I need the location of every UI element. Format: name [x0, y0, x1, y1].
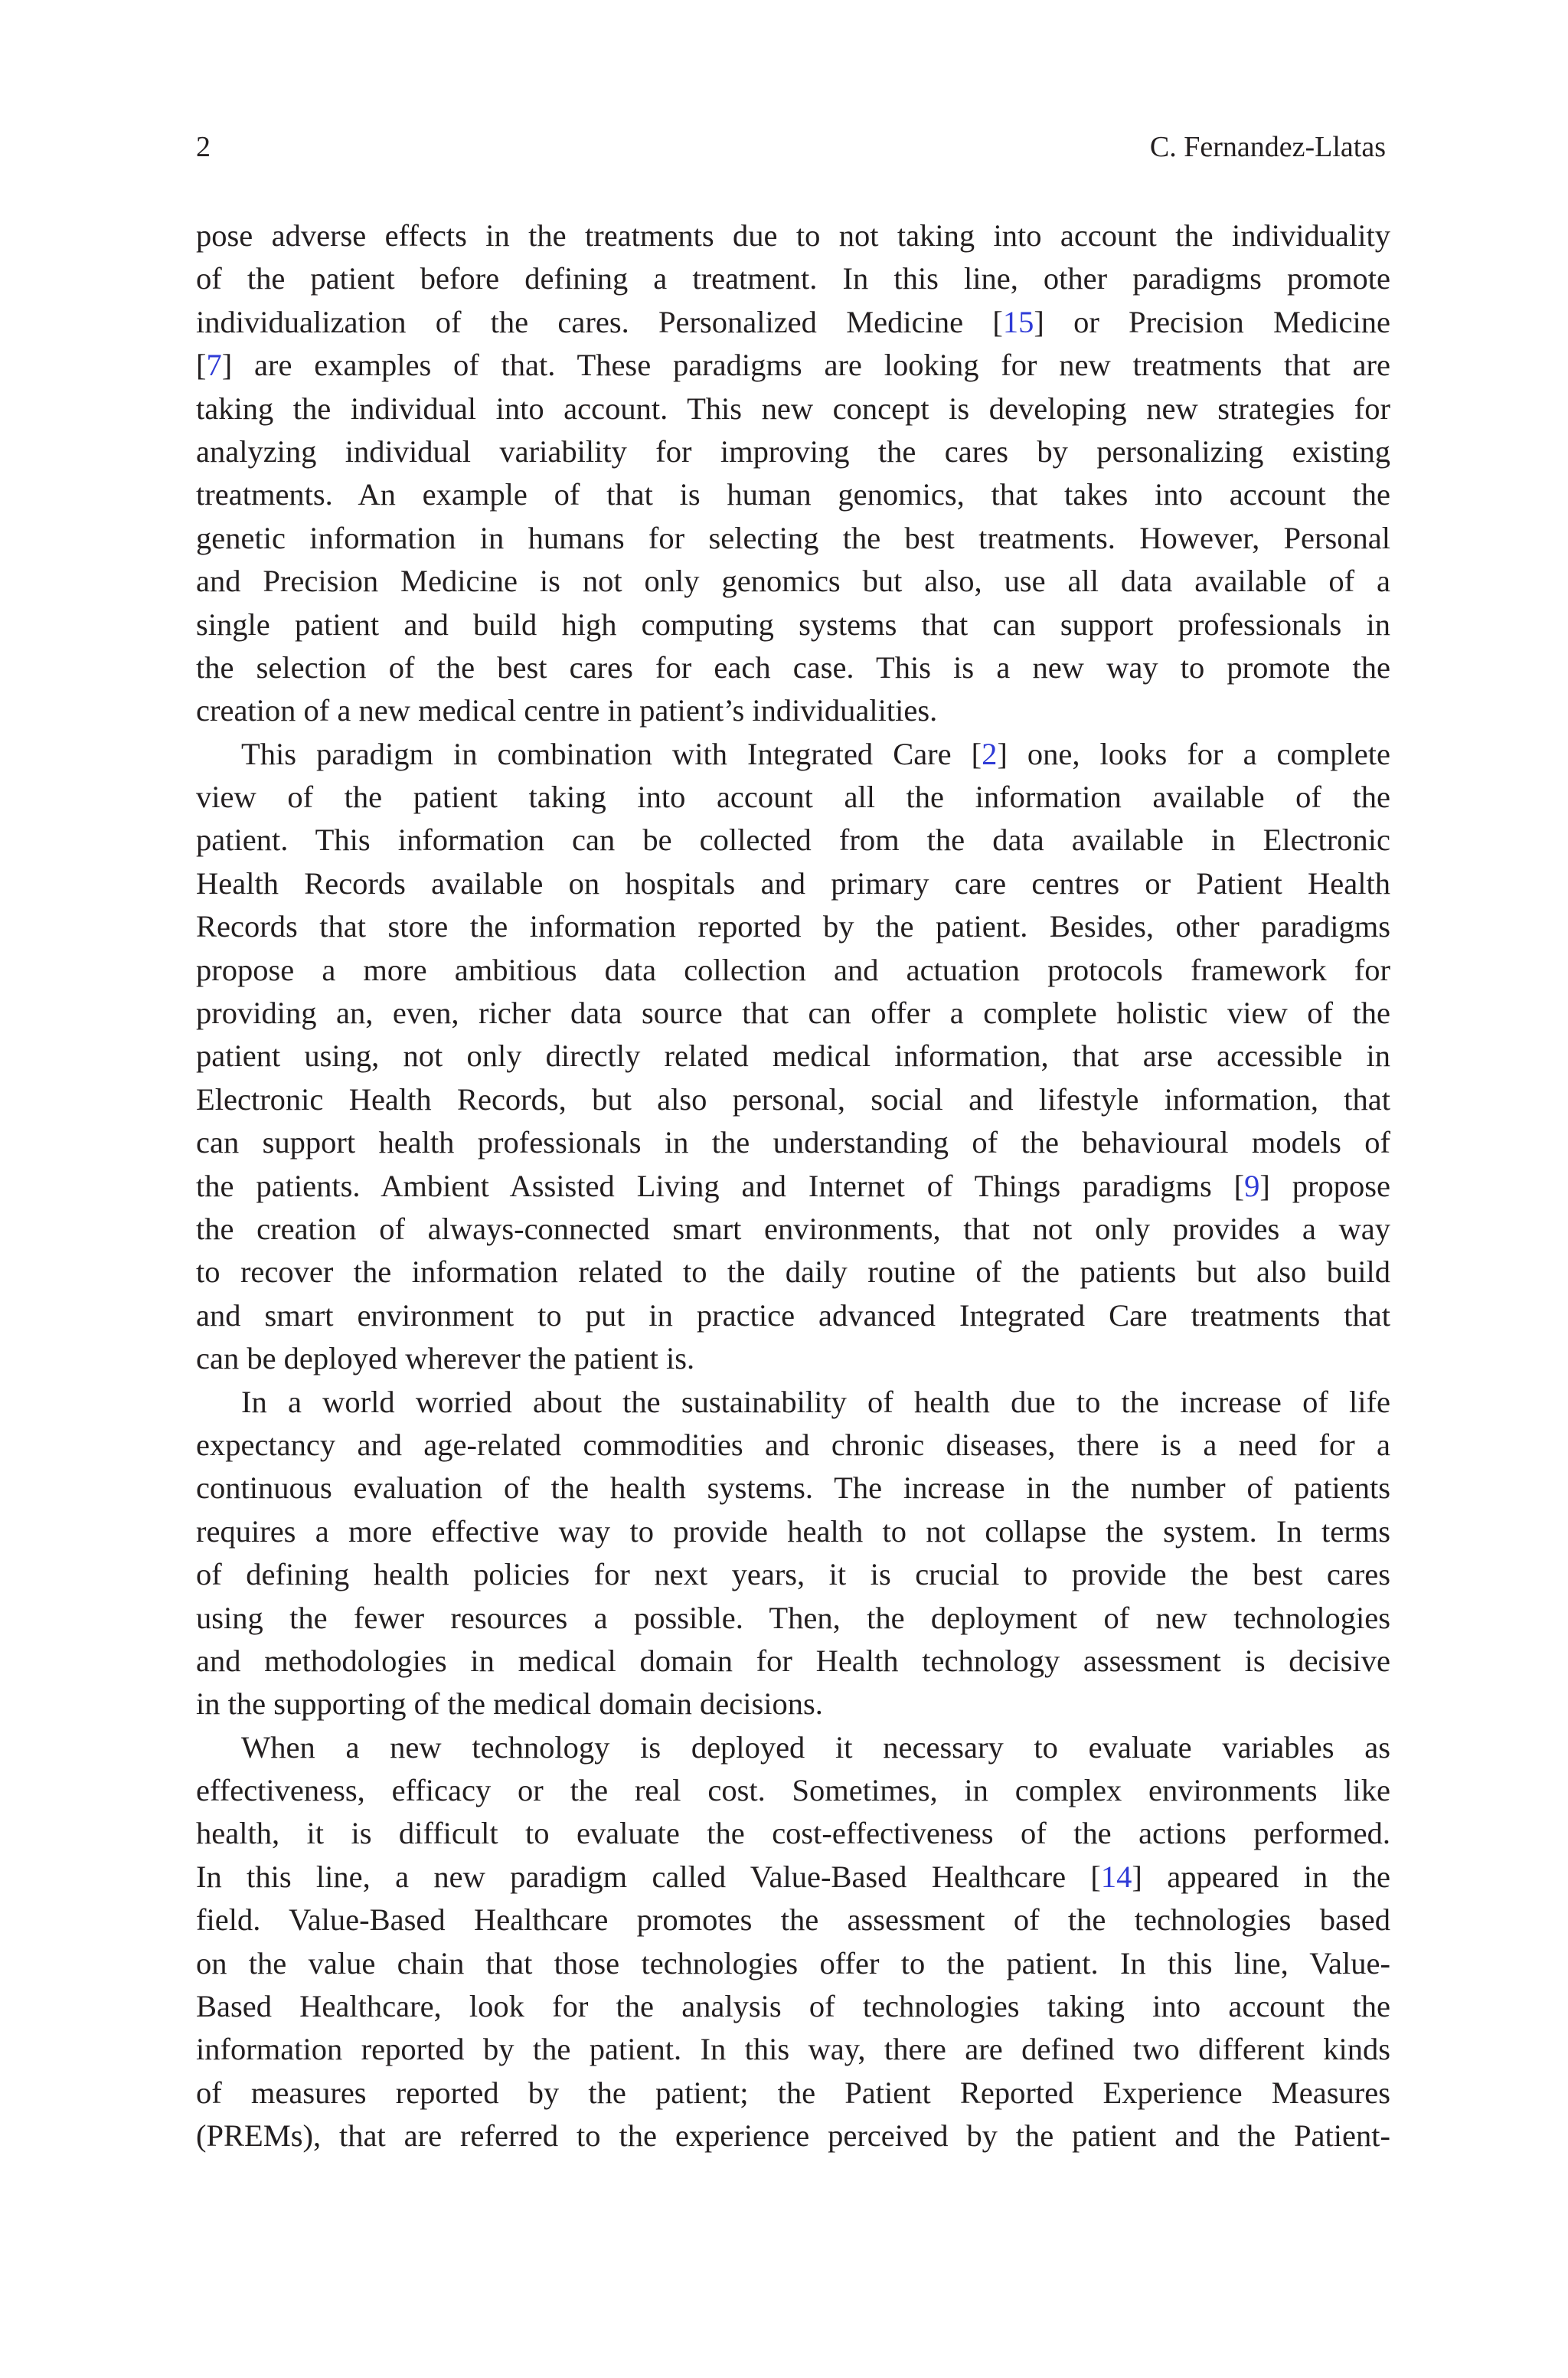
text-line: to recover the information related to the daily routine of the patients but also build [196, 1254, 1390, 1290]
text-line: health, it is difficult to evaluate the cost-effectiveness of the actions performed. [196, 1816, 1390, 1851]
text-line: field. Value-Based Healthcare promotes the assessment of the technologies based [196, 1902, 1390, 1938]
text-line: of the patient before defining a treatment. In this line, other paradigms promote [196, 261, 1390, 296]
paragraph [196, 1381, 1390, 1726]
text-line: single patient and build high computing systems that can support professionals in [196, 607, 1390, 642]
text-line: (PREMs), that are referred to the experience perceived by the patient and the Patient- [196, 2118, 1390, 2154]
running-author: C. Fernandez-Llatas [1149, 131, 1386, 163]
text-line: individualization of the cares. Personalized Medicine [15] or Precision Medicine [196, 304, 1390, 339]
citation-link[interactable]: 14 [1100, 1859, 1132, 1894]
text-line: analyzing individual variability for improving the cares by personalizing existing [196, 433, 1390, 469]
text-line: requires a more effective way to provide health to not collapse the system. In terms [196, 1513, 1390, 1549]
text-line: Health Records available on hospitals and primary care centres or Patient Health [196, 865, 1390, 901]
text-line: on the value chain that those technologies offer to the patient. In this line, Value- [196, 1945, 1390, 1981]
text-line: expectancy and age-related commodities and chronic diseases, there is a need for a [196, 1427, 1390, 1462]
running-head [196, 126, 1386, 168]
citation-link[interactable]: 15 [1002, 304, 1034, 339]
text-line: the patients. Ambient Assisted Living and Internet of Things paradigms [9] propose [196, 1168, 1390, 1203]
text-line: effectiveness, efficacy or the real cost. Sometimes, in complex environments like [196, 1773, 1390, 1808]
text-line: creation of a new medical centre in patient’s individualities. [196, 693, 938, 728]
text-line: genetic information in humans for selecting the best treatments. However, Personal [196, 520, 1390, 555]
paragraph [196, 214, 1390, 733]
citation-link[interactable]: 2 [982, 736, 998, 771]
text-line: and Precision Medicine is not only genomics but also, use all data available of a [196, 564, 1390, 599]
text-line: Records that store the information reported by the patient. Besides, other paradigms [196, 909, 1390, 944]
page-number: 2 [196, 131, 211, 163]
text-line: using the fewer resources a possible. Then, the deployment of new technologies [196, 1600, 1390, 1635]
text-line: Based Healthcare, look for the analysis of technologies taking into account the [196, 1989, 1390, 2024]
text-line: can be deployed wherever the patient is. [196, 1341, 695, 1376]
paragraph [196, 1726, 1390, 2158]
body-text [196, 214, 1390, 2158]
text-line: In a world worried about the sustainability of health due to the increase of life [241, 1384, 1390, 1419]
text-line: information reported by the patient. In this way, there are defined two different kinds [196, 2032, 1390, 2067]
text-line: can support health professionals in the understanding of the behavioural models of [196, 1125, 1390, 1160]
text-line: This paradigm in combination with Integrated Care [2] one, looks for a complete [241, 736, 1390, 771]
text-line: taking the individual into account. This new concept is developing new strategies for [196, 391, 1390, 426]
text-line: and smart environment to put in practice advanced Integrated Care treatments that [196, 1297, 1390, 1333]
text-line: in the supporting of the medical domain decisions. [196, 1686, 823, 1722]
text-line: In this line, a new paradigm called Value-Based Healthcare [14] appeared in the [196, 1859, 1391, 1894]
text-line: and methodologies in medical domain for Health technology assessment is decisive [196, 1643, 1390, 1678]
text-line: continuous evaluation of the health systems. The increase in the number of patients [196, 1470, 1390, 1506]
text-line: pose adverse effects in the treatments due to not taking into account the individuality [196, 218, 1390, 253]
text-line: of defining health policies for next years, it is crucial to provide the best cares [196, 1557, 1390, 1592]
text-line: patient using, not only directly related medical information, that arse accessible in [196, 1039, 1390, 1074]
text-line: the creation of always-connected smart environments, that not only provides a way [196, 1211, 1390, 1246]
citation-link[interactable]: 9 [1244, 1168, 1260, 1203]
paragraph [196, 733, 1390, 1381]
text-line: When a new technology is deployed it necessary to evaluate variables as [241, 1729, 1390, 1765]
text-line: patient. This information can be collected from the data available in Electronic [196, 823, 1390, 858]
text-line: Electronic Health Records, but also personal, social and lifestyle information, that [196, 1081, 1390, 1117]
text-line: the selection of the best cares for each case. This is a new way to promote the [196, 649, 1390, 685]
text-line: treatments. An example of that is human genomics, that takes into account the [196, 477, 1390, 512]
citation-link[interactable]: 7 [206, 348, 222, 383]
text-line: [7] are examples of that. These paradigms are looking for new treatments that are [196, 348, 1390, 383]
text-line: providing an, even, richer data source that can offer a complete holistic view of the [196, 996, 1390, 1031]
text-line: view of the patient taking into account all the information available of the [196, 780, 1390, 815]
text-line: of measures reported by the patient; the Patient Reported Experience Measures [196, 2075, 1390, 2110]
text-line: propose a more ambitious data collection and actuation protocols framework for [196, 952, 1390, 987]
